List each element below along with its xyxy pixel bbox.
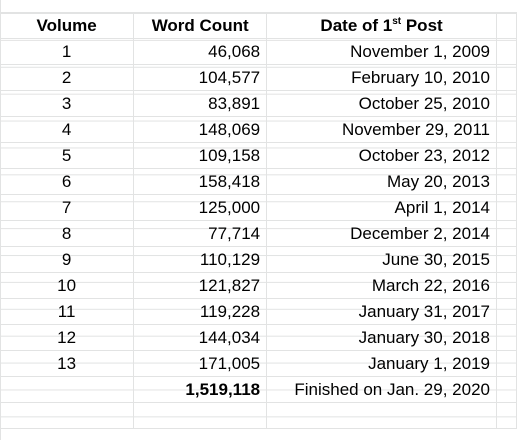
volume-cell[interactable]: 11 xyxy=(0,299,134,325)
volume-cell[interactable]: 4 xyxy=(0,117,134,143)
date-cell[interactable]: February 10, 2010 xyxy=(267,65,497,91)
date-cell[interactable]: January 30, 2018 xyxy=(267,325,497,351)
empty-cell[interactable] xyxy=(497,169,517,195)
word-count-cell[interactable]: 46,068 xyxy=(134,39,267,65)
volume-cell[interactable]: 8 xyxy=(0,221,134,247)
word-count-header-cell[interactable] xyxy=(134,13,267,39)
total-word-count-cell[interactable] xyxy=(134,377,267,403)
table-row xyxy=(0,195,517,221)
date-cell[interactable]: April 1, 2014 xyxy=(267,195,497,221)
table-row xyxy=(0,299,517,325)
word-count-cell[interactable]: 144,034 xyxy=(134,325,267,351)
total-empty-cell[interactable] xyxy=(0,377,134,403)
empty-cell[interactable] xyxy=(497,65,517,91)
empty-cell[interactable] xyxy=(497,143,517,169)
volume-cell[interactable]: 5 xyxy=(0,143,134,169)
word-count-cell[interactable]: 158,418 xyxy=(134,169,267,195)
total-note-cell[interactable] xyxy=(267,377,497,403)
empty-cell[interactable] xyxy=(497,91,517,117)
total-row xyxy=(0,377,517,403)
volume-cell[interactable]: 13 xyxy=(0,351,134,377)
volume-cell[interactable]: 10 xyxy=(0,273,134,299)
empty-header-cell[interactable] xyxy=(497,13,517,39)
word-count-cell[interactable]: 119,228 xyxy=(134,299,267,325)
date-cell[interactable]: December 2, 2014 xyxy=(267,221,497,247)
date-cell[interactable]: November 29, 2011 xyxy=(267,117,497,143)
total-extra-cell[interactable] xyxy=(497,377,517,403)
table-row xyxy=(0,117,517,143)
word-count-cell[interactable]: 109,158 xyxy=(134,143,267,169)
volume-cell[interactable]: 6 xyxy=(0,169,134,195)
table-row xyxy=(0,65,517,91)
word-count-cell[interactable]: 148,069 xyxy=(134,117,267,143)
blank-cell[interactable] xyxy=(497,403,517,429)
word-count-cell[interactable]: 110,129 xyxy=(134,247,267,273)
ordinal-suffix: st xyxy=(392,16,402,28)
empty-cell[interactable] xyxy=(497,351,517,377)
empty-cell[interactable] xyxy=(497,39,517,65)
word-count-cell[interactable]: 125,000 xyxy=(134,195,267,221)
word-count-cell[interactable]: 171,005 xyxy=(134,351,267,377)
blank-cell[interactable] xyxy=(0,403,134,429)
blank-cell[interactable] xyxy=(267,403,497,429)
volume-header: Volume xyxy=(36,16,97,36)
table-row xyxy=(0,143,517,169)
date-cell[interactable]: January 31, 2017 xyxy=(267,299,497,325)
word-count-cell[interactable]: 77,714 xyxy=(134,221,267,247)
empty-cell[interactable] xyxy=(497,299,517,325)
empty-cell[interactable] xyxy=(497,273,517,299)
volume-cell[interactable]: 3 xyxy=(0,91,134,117)
volumes-table xyxy=(0,13,517,429)
volume-cell[interactable]: 2 xyxy=(0,65,134,91)
blank-row xyxy=(0,403,517,429)
empty-cell[interactable] xyxy=(497,195,517,221)
header-gap-row[interactable] xyxy=(0,0,517,13)
word-count-cell[interactable]: 121,827 xyxy=(134,273,267,299)
table-row xyxy=(0,91,517,117)
empty-cell[interactable] xyxy=(497,221,517,247)
blank-cell[interactable] xyxy=(134,403,267,429)
date-cell[interactable]: May 20, 2013 xyxy=(267,169,497,195)
table-row xyxy=(0,39,517,65)
date-cell[interactable]: November 1, 2009 xyxy=(267,39,497,65)
volume-cell[interactable]: 12 xyxy=(0,325,134,351)
header-row xyxy=(0,13,517,39)
table-row xyxy=(0,325,517,351)
table-row xyxy=(0,169,517,195)
volume-header-cell[interactable] xyxy=(0,13,134,39)
word-count-cell[interactable]: 104,577 xyxy=(134,65,267,91)
word-count-cell[interactable]: 83,891 xyxy=(134,91,267,117)
table-row xyxy=(0,221,517,247)
volume-cell[interactable]: 9 xyxy=(0,247,134,273)
table-row xyxy=(0,351,517,377)
volume-cell[interactable]: 1 xyxy=(0,39,134,65)
empty-cell[interactable] xyxy=(497,325,517,351)
total-word-count: 1,519,118 xyxy=(185,380,261,400)
empty-cell[interactable] xyxy=(497,247,517,273)
date-cell[interactable]: March 22, 2016 xyxy=(267,273,497,299)
table-row xyxy=(0,247,517,273)
empty-cell[interactable] xyxy=(497,117,517,143)
date-header: Date of 1st Post xyxy=(320,16,443,36)
word-count-header: Word Count xyxy=(151,16,249,36)
finished-note: Finished on Jan. 29, 2020 xyxy=(294,380,490,400)
date-cell[interactable]: June 30, 2015 xyxy=(267,247,497,273)
table-body xyxy=(0,39,517,377)
date-header-cell[interactable] xyxy=(267,13,497,39)
table-row xyxy=(0,273,517,299)
date-cell[interactable]: January 1, 2019 xyxy=(267,351,497,377)
date-cell[interactable]: October 25, 2010 xyxy=(267,91,497,117)
volume-cell[interactable]: 7 xyxy=(0,195,134,221)
date-cell[interactable]: October 23, 2012 xyxy=(267,143,497,169)
